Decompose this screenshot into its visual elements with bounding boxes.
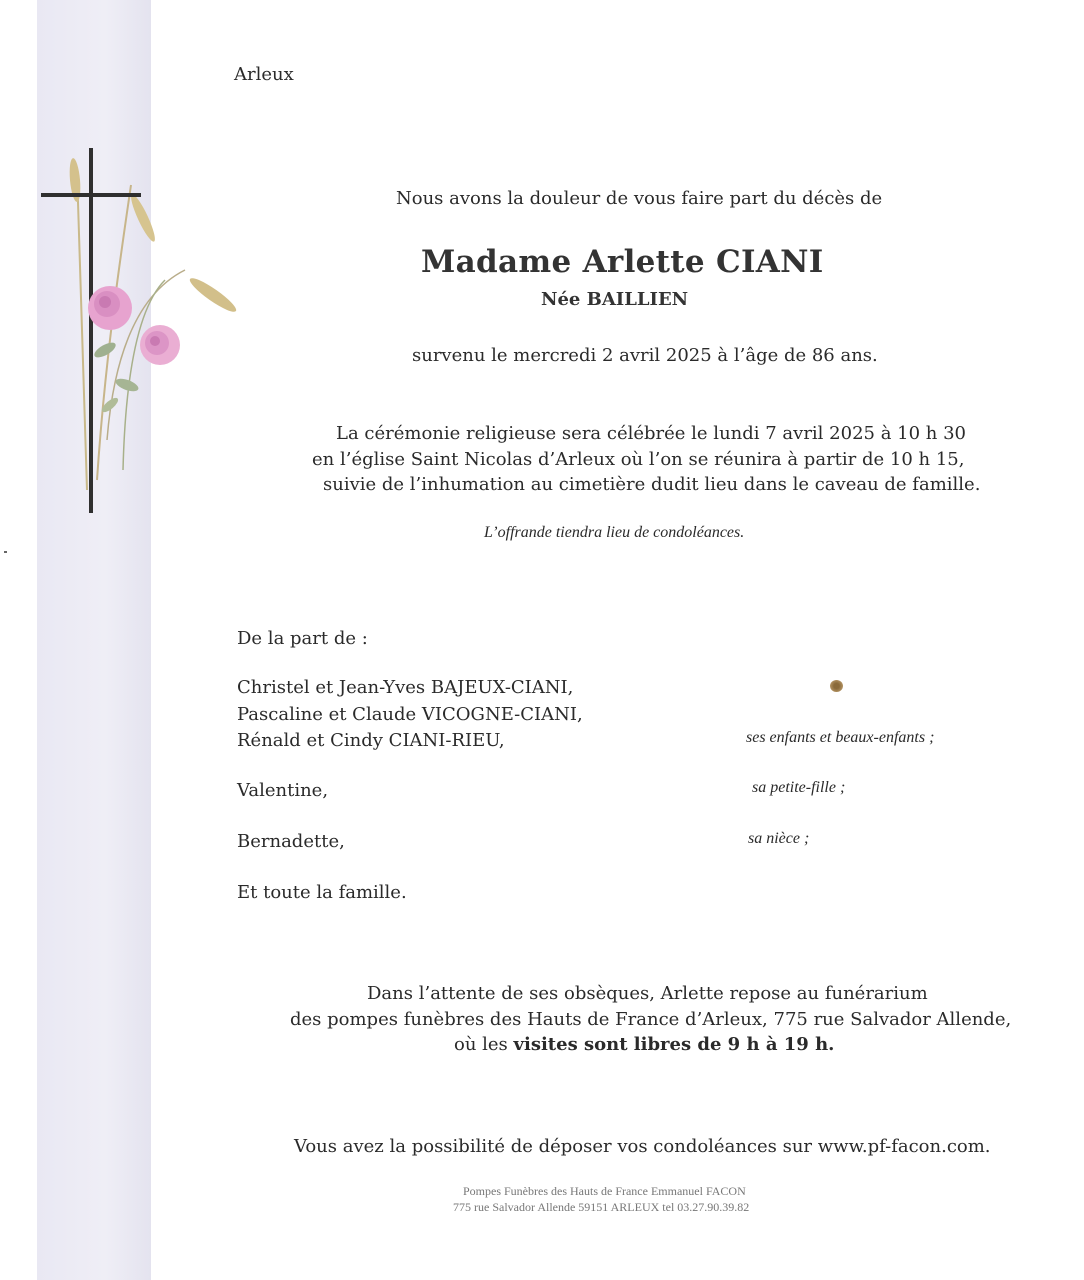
family-closing: Et toute la famille. bbox=[237, 882, 407, 903]
from-label: De la part de : bbox=[237, 628, 368, 649]
city-label: Arleux bbox=[234, 64, 294, 85]
family-member: Bernadette, bbox=[237, 831, 345, 852]
ceremony-line-1: La cérémonie religieuse sera célébrée le lundi 7 avril 2025 à 10 h 30 bbox=[336, 423, 966, 444]
family-member: Rénald et Cindy CIANI-RIEU, bbox=[237, 730, 505, 751]
wake-line-3-prefix: où les bbox=[454, 1034, 514, 1055]
offering-note: L’offrande tiendra lieu de condoléances. bbox=[484, 524, 745, 541]
condolences-line: Vous avez la possibilité de déposer vos condoléances sur www.pf-facon.com. bbox=[294, 1136, 991, 1157]
wake-line-3 bbox=[454, 1034, 834, 1055]
visiting-hours: visites sont libres de 9 h à 19 h. bbox=[513, 1034, 835, 1055]
footer-company: Pompes Funèbres des Hauts de France Emmanuel FACON bbox=[463, 1184, 746, 1198]
niece-relation: sa nièce ; bbox=[748, 830, 810, 847]
granddaughter-relation: sa petite-fille ; bbox=[752, 779, 846, 796]
intro-text: Nous avons la douleur de vous faire part du décès de bbox=[396, 188, 883, 209]
footer-address: 775 rue Salvador Allende 59151 ARLEUX tel 03.27.90.39.82 bbox=[453, 1200, 750, 1214]
maiden-name: Née BAILLIEN bbox=[541, 289, 689, 310]
scan-mark bbox=[4, 551, 7, 553]
ceremony-line-2: en l’église Saint Nicolas d’Arleux où l’on se réunira à partir de 10 h 15, bbox=[312, 449, 965, 470]
death-date-line: survenu le mercredi 2 avril 2025 à l’âge de 86 ans. bbox=[412, 345, 878, 366]
stain-mark bbox=[830, 680, 843, 692]
family-member: Valentine, bbox=[237, 780, 329, 801]
family-member: Pascaline et Claude VICOGNE-CIANI, bbox=[237, 704, 583, 725]
ceremony-line-3: suivie de l’inhumation au cimetière dudit lieu dans le caveau de famille. bbox=[323, 474, 981, 495]
deceased-name: Madame Arlette CIANI bbox=[421, 244, 824, 280]
cross-flowers-illustration bbox=[35, 140, 255, 520]
family-member: Christel et Jean-Yves BAJEUX-CIANI, bbox=[237, 677, 574, 698]
wake-line-2: des pompes funèbres des Hauts de France d’Arleux, 775 rue Salvador Allende, bbox=[290, 1009, 1012, 1030]
children-relation: ses enfants et beaux-enfants ; bbox=[746, 729, 935, 746]
wake-line-1: Dans l’attente de ses obsèques, Arlette repose au funérarium bbox=[367, 983, 928, 1004]
